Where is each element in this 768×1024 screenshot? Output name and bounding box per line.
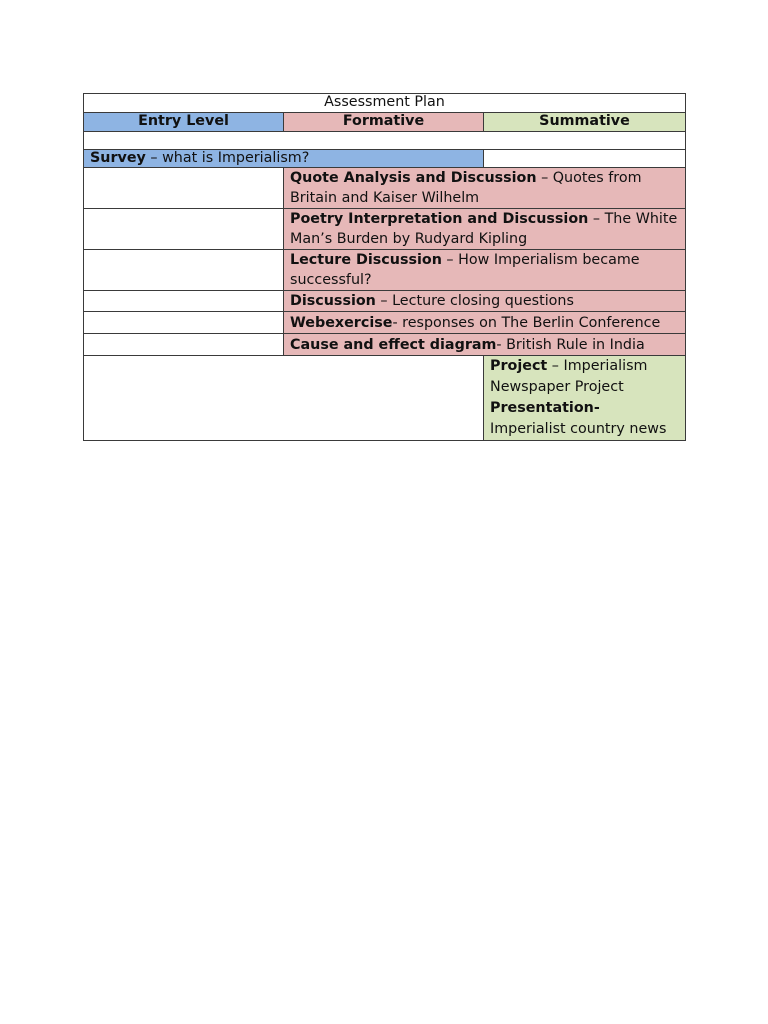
summative-activity-desc: Imperialist country news [490,421,667,437]
formative-cell [284,209,686,250]
table-row [84,356,686,441]
empty-cell [484,150,686,168]
formative-activity-desc: – How Imperialism became successful? [290,252,640,288]
table-row [84,250,686,291]
entry-cell [84,150,484,168]
table-row [84,209,686,250]
summative-cell [484,356,686,441]
formative-cell [284,312,686,334]
table-row [84,168,686,209]
empty-cell [84,168,284,209]
table-row [84,291,686,312]
formative-cell [284,291,686,312]
header-summative: Summative [484,113,686,132]
summative-activity-title: Project [490,358,548,374]
title-row [84,94,686,113]
empty-cell [84,291,284,312]
formative-cell [284,250,686,291]
header-formative: Formative [284,113,484,132]
summative-activity-title: Presentation- [490,400,600,416]
formative-activity-title: Discussion [290,293,376,309]
empty-cell [84,250,284,291]
formative-activity-desc: – Quotes from Britain and Kaiser Wilhelm [290,170,642,206]
entry-activity-desc: – what is Imperialism? [145,150,310,166]
empty-cell [84,334,284,356]
formative-activity-desc: - British Rule in India [496,337,645,353]
formative-cell [284,334,686,356]
formative-cell [284,168,686,209]
empty-cell [84,312,284,334]
summative-activity-desc: – Imperialism Newspaper Project [490,358,648,395]
header-row [84,113,686,132]
empty-cell [84,356,484,441]
summative-item [490,356,679,398]
summative-item [490,398,679,440]
formative-activity-title: Quote Analysis and Discussion [290,170,537,186]
empty-cell [84,209,284,250]
table-row [84,312,686,334]
formative-activity-desc: - responses on The Berlin Conference [392,315,661,331]
header-entry-level: Entry Level [84,113,284,132]
table-row [84,150,686,168]
formative-activity-title: Webexercise [290,315,393,331]
formative-activity-desc: – The White Man’s Burden by Rudyard Kipling [290,211,678,247]
formative-activity-title: Cause and effect diagram [290,337,497,353]
formative-activity-title: Poetry Interpretation and Discussion [290,211,589,227]
spacer-cell [84,132,686,150]
table-title: Assessment Plan [84,94,686,113]
entry-activity-title: Survey [90,150,146,166]
assessment-plan-table [83,93,686,441]
formative-activity-desc: – Lecture closing questions [375,293,574,309]
formative-activity-title: Lecture Discussion [290,252,442,268]
spacer-row [84,132,686,150]
table-row [84,334,686,356]
